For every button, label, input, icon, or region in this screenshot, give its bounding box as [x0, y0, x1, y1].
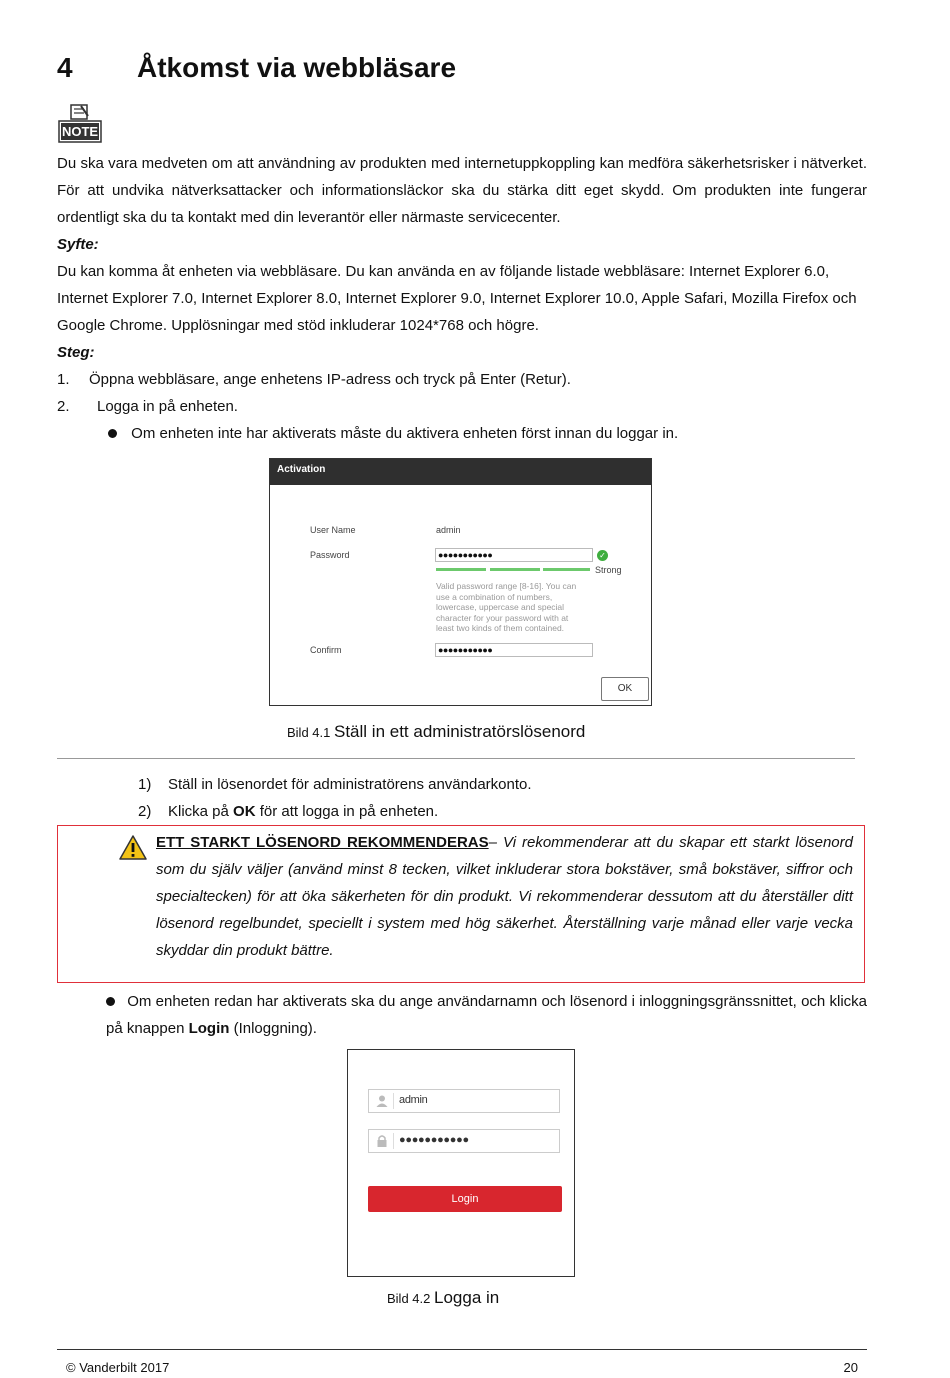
purpose-text: Du kan komma åt enheten via webbläsare. Du kan använda en av följande listade webbläsare: Internet Explorer 6.0, Internet Explorer 7.0, Internet Explorer 8.0, Internet Explorer 9.0, Internet Explorer 10.0, Apple Safari, Mozilla Firefox och Google Chrome. Upplösningar med stöd inkluderar 1024*768 och högre.: [57, 263, 857, 334]
username-input[interactable]: [368, 1089, 560, 1113]
caption-prefix: Bild 4.1: [287, 725, 331, 740]
strength-label: Strong: [595, 565, 622, 575]
password-value: ●●●●●●●●●●●: [399, 1134, 469, 1146]
user-name-label: User Name: [310, 525, 356, 535]
caption-prefix: Bild 4.2: [387, 1291, 431, 1306]
password-label: Password: [310, 550, 350, 560]
bullet-dot: [106, 997, 115, 1006]
note-icon: [57, 104, 103, 144]
figure-caption: [387, 1288, 499, 1308]
login-screen: [347, 1049, 575, 1277]
login-button[interactable]: Login: [368, 1186, 562, 1212]
password-hint: Valid password range [8-16]. You can use a combination of numbers, lowercase, uppercase and special character for your password with at least two kinds of them contained.: [436, 581, 577, 633]
warning-text: ETT STARKT LÖSENORD REKOMMENDERAS– Vi rekommenderar att du skapar ett starkt lösenord som du själv väljer (använd minst 8 tecken, vilket inkluderar stora bokstäver, små bokstäver, siffror och specialtecken) för att öka säkerheten för din produkt. Vi rekommenderar dessutom att du återställer ditt lösenord regelbundet, speciellt i system med hög säkerhet. Återställning varje månad eller varje vecka skyddar din produkt bättre.: [156, 834, 853, 959]
strength-bar: [543, 568, 590, 571]
confirm-label: Confirm: [310, 645, 342, 655]
substep-number: 2): [138, 803, 152, 820]
footer-divider: [57, 1349, 867, 1350]
bullet-item: Om enheten redan har aktiverats ska du ange användarnamn och lösenord i inloggningsgränssnittet, och klicka på knappen Login (Inloggning).: [106, 993, 868, 1037]
purpose-label: Syfte:: [57, 236, 99, 253]
chapter-heading: [57, 48, 456, 88]
steps-label: Steg:: [57, 344, 95, 361]
password-input[interactable]: [368, 1129, 560, 1153]
intro-paragraph: Du ska vara medveten om att användning av produkten med internetuppkoppling kan medföra säkerhetsrisker i nätverket. För att undvika nätverksattacker och informationsläckor ska du stärka ditt eget skydd. Om produkten inte fungerar ordentligt ska du ta kontakt med din leverantör eller närmaste servicecenter.: [57, 155, 867, 226]
confirm-field[interactable]: ●●●●●●●●●●●: [435, 643, 593, 657]
caption-text: Logga in: [434, 1288, 500, 1307]
password-field[interactable]: ●●●●●●●●●●●: [435, 548, 593, 562]
chapter-number: 4: [57, 52, 73, 83]
bullet-item: [108, 420, 678, 447]
bullet-text: Om enheten inte har aktiverats måste du aktivera enheten först innan du loggar in.: [131, 425, 679, 442]
warning-heading: ETT STARKT LÖSENORD REKOMMENDERAS: [156, 834, 489, 851]
lock-icon: [375, 1134, 389, 1148]
user-icon: [375, 1094, 389, 1108]
step-text: Logga in på enheten.: [97, 398, 238, 415]
step-number: 2.: [57, 398, 70, 415]
substep-text: Ställ in lösenordet för administratörens användarkonto.: [168, 776, 532, 793]
user-name-value: admin: [436, 525, 461, 535]
substep-text: Klicka på OK för att logga in på enheten.: [168, 803, 439, 820]
activation-dialog: [269, 458, 652, 706]
strength-bar: [436, 568, 486, 571]
chapter-title: Åtkomst via webbläsare: [137, 52, 457, 83]
caption-text: Ställ in ett administratörslösenord: [334, 722, 586, 741]
bullet-dot: [108, 429, 117, 438]
check-icon: ✓: [597, 550, 608, 561]
divider: [57, 758, 855, 759]
step-number: 1.: [57, 371, 70, 388]
warning-box: [57, 825, 865, 983]
dialog-title: Activation: [270, 459, 651, 485]
ok-button[interactable]: OK: [601, 677, 649, 701]
note-label: NOTE: [61, 124, 99, 139]
substep-number: 1): [138, 776, 152, 793]
page-number: 20: [843, 1360, 858, 1375]
warning-icon: [118, 834, 148, 861]
strength-bar: [490, 568, 540, 571]
footer-copyright: © Vanderbilt 2017: [66, 1360, 170, 1375]
username-value: admin: [399, 1094, 428, 1106]
step-text: Öppna webbläsare, ange enhetens IP-adress och tryck på Enter (Retur).: [89, 371, 571, 388]
figure-caption: [287, 722, 585, 742]
